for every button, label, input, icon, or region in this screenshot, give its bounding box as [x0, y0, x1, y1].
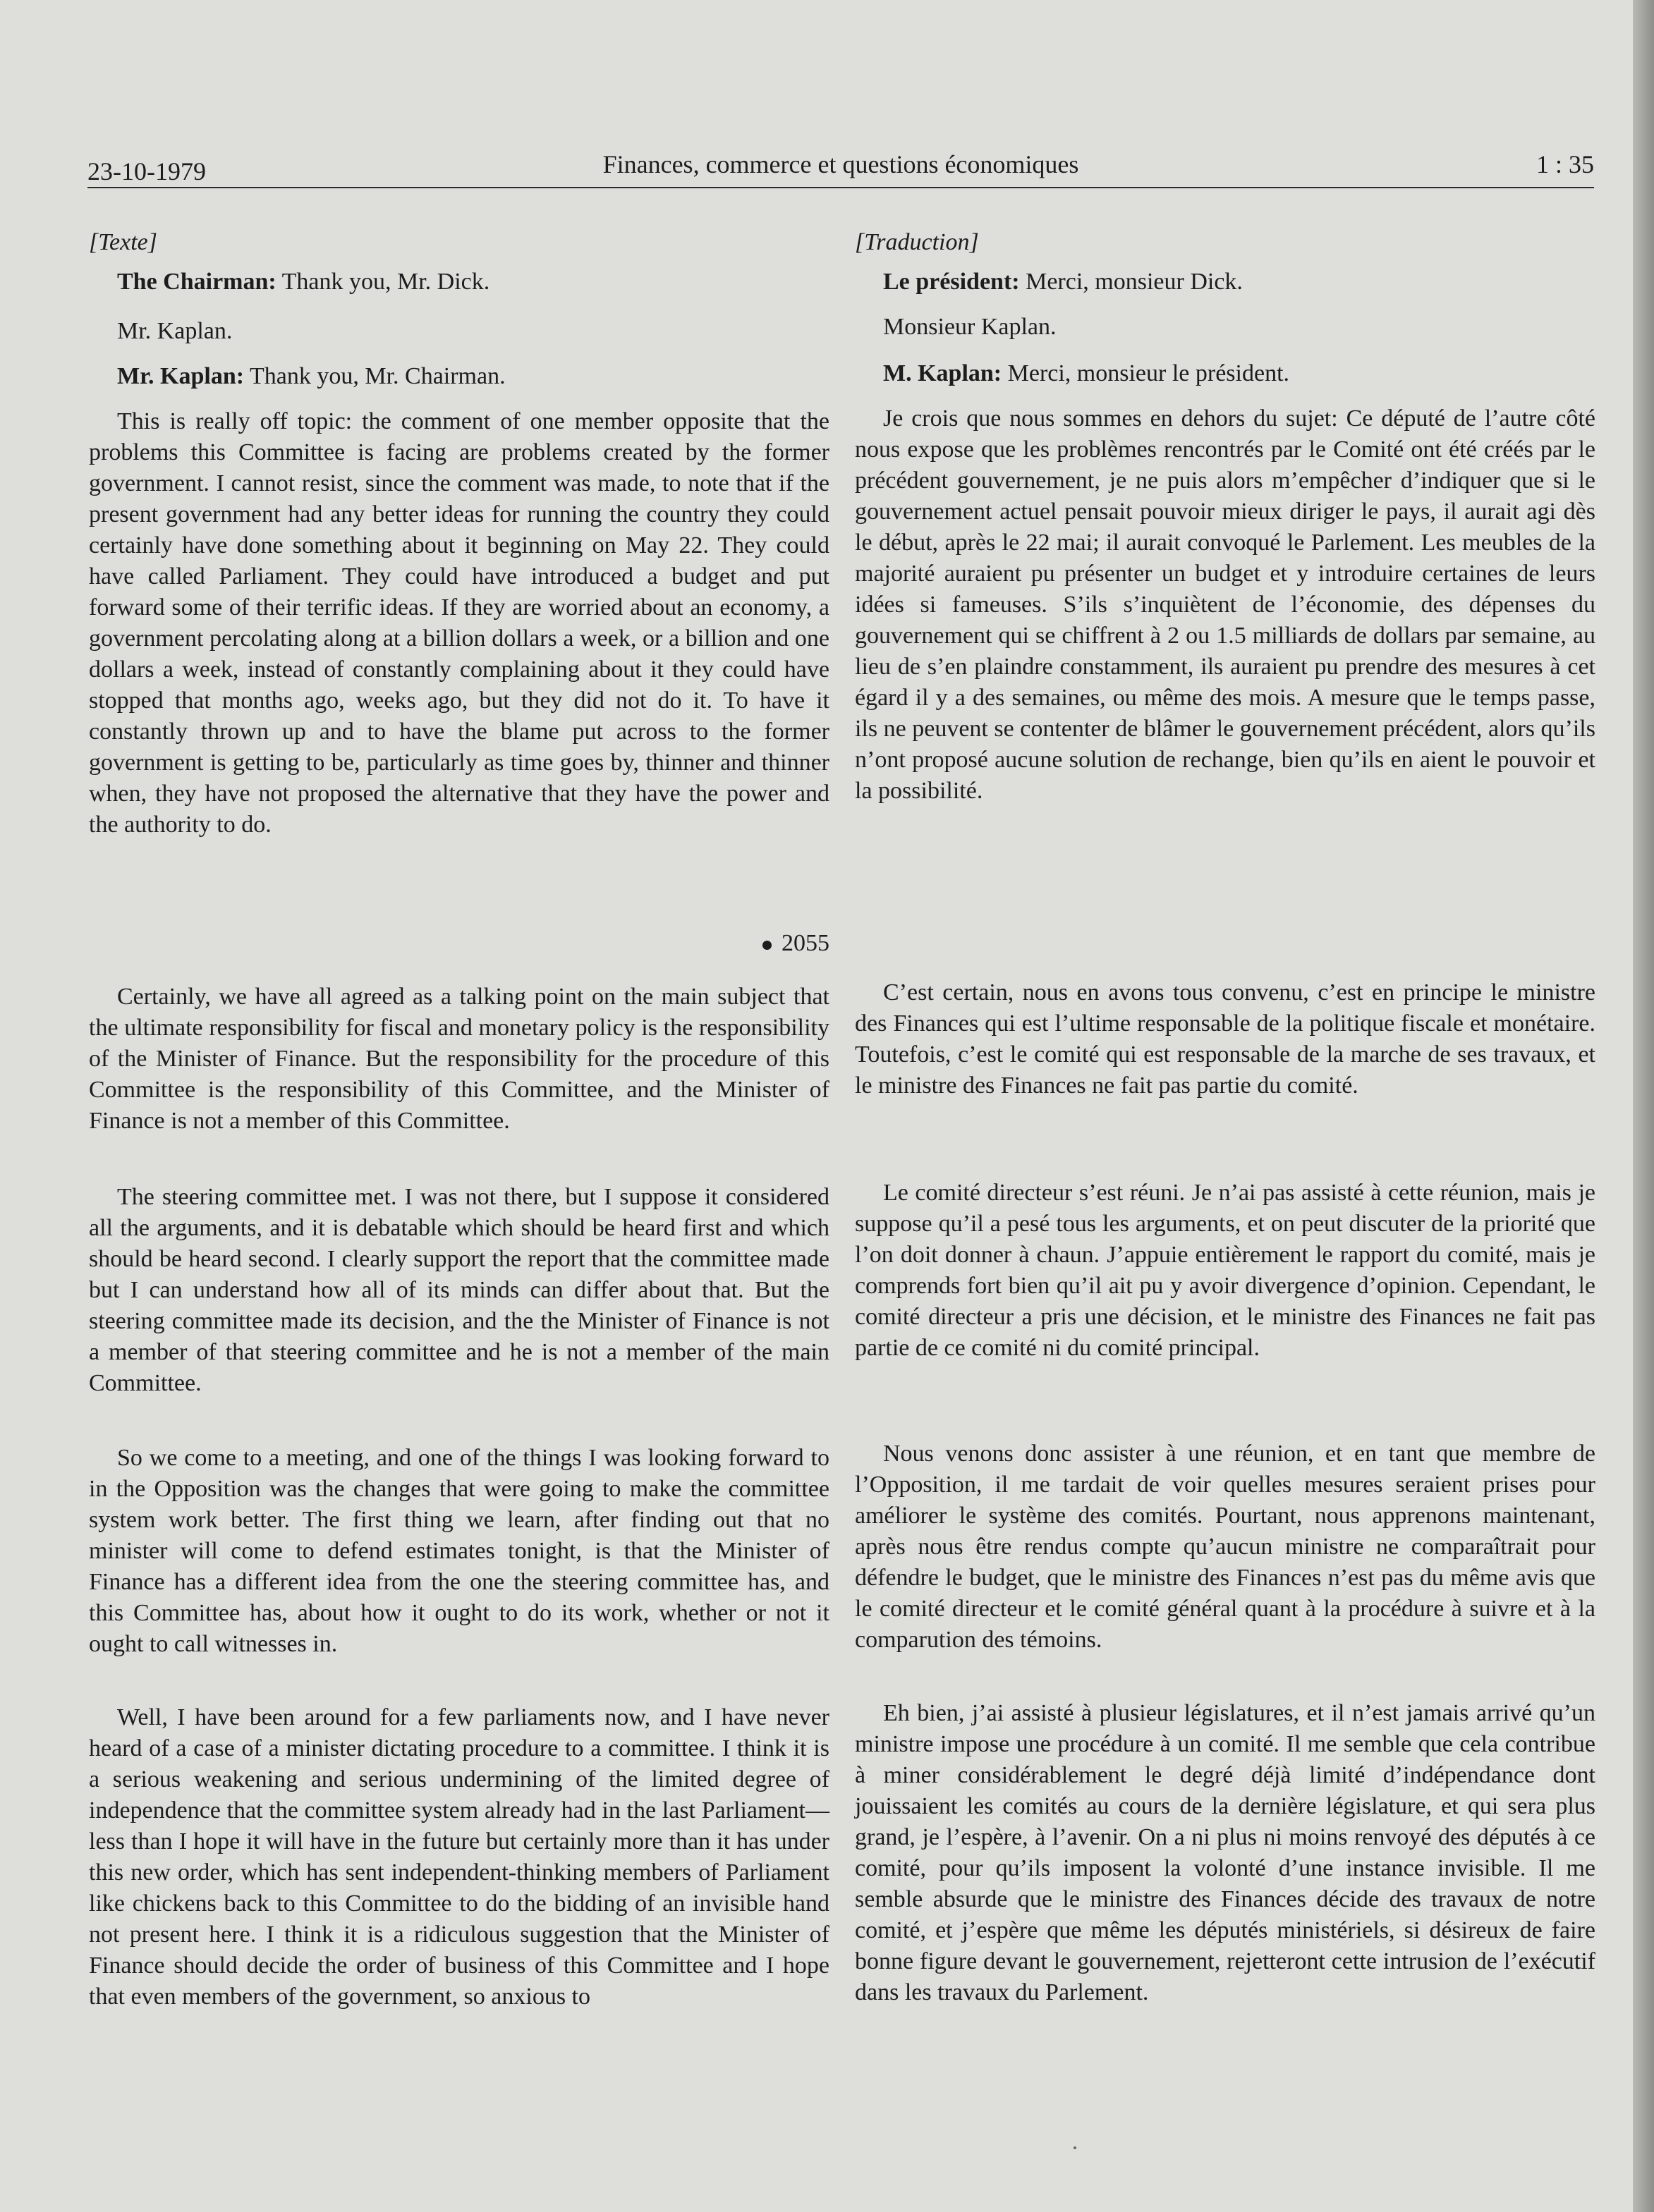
- running-header: [87, 149, 1594, 192]
- paragraph: Monsieur Kaplan.: [883, 314, 1057, 340]
- speaker-name: Le président:: [883, 269, 1020, 295]
- speech-text: Merci, monsieur Dick.: [1019, 269, 1243, 295]
- section-tag-english: [Texte]: [89, 229, 157, 255]
- speaker-turn: [855, 267, 1595, 298]
- paragraph: The steering committee met. I was not there, but I suppose it considered all the arguments, and it is debatable which should be heard first and which should be heard second. I clearly support the report that the committee made but I can understand how all of its minds can differ about that. But the steering committee made its decision, and the the Minister of Finance is not a member of that steering committee and he is not a member of the main Committee.: [89, 1184, 829, 1396]
- paragraph: Certainly, we have all agreed as a talking point on the main subject that the ultimate responsibility for fiscal and monetary policy is the responsibility of the Minister of Finance. But the responsibility for the procedure of this Committee is the responsibility of this Committee, and the Minister of Finance is not a member of this Committee.: [89, 984, 829, 1134]
- paragraph: Le comité directeur s’est réuni. Je n’ai pas assisté à cette réunion, mais je suppose qu’il a pesé tous les arguments, et on peut discuter de la priorité que l’on doit donner à chaun. J’appuie entièrement le rapport du comité, mais je comprends fort bien qu’il ait pu y avoir divergence d’opinion. Cependant, le comité directeur a pris une décision, et le ministre des Finances ne fait pas partie de ce comité ni du comité principal.: [855, 1180, 1595, 1361]
- paragraph: This is really off topic: the comment of one member opposite that the problems this Committee is facing are problems created by the former government. I cannot resist, since the comment was made, to note that if the present government had any better ideas for running the country they could certainly have done something about it beginning on May 22. They could have called Parliament. They could have introduced a budget and put forward some of their terrific ideas. If they are worried about an economy, a government percolating along at a billion dollars a week, or a billion and one dollars a week, instead of constantly complaining about it they could have stopped that months ago, weeks ago, but they did not do it. To have it constantly thrown up and to have the blame put across to the former government is getting to be, particularly as time goes by, thinner and thinner when, they have not proposed the alternative that they have the power and the authority to do.: [89, 408, 829, 838]
- speech-text: Thank you, Mr. Dick.: [276, 269, 490, 295]
- section-tag-french: [Traduction]: [855, 229, 979, 255]
- speaker-name: M. Kaplan:: [883, 360, 1002, 386]
- paragraph: Eh bien, j’ai assisté à plusieur législatures, et il n’est jamais arrivé qu’un ministre impose une procédure à un comité. Il me semble que cela contribue à miner considérablement le degré déjà limité d’indépendance dont jouissaient les comités au cours de la dernière législature, et qui sera plus grand, je l’espère, à l’avenir. On a ni plus ni moins renvoyé des députés à ce comité, pour qu’ils imposent la volonté d’une instance invisible. Il me semble absurde que le ministre des Finances décide des travaux de notre comité, et j’espère que même les députés ministériels, si désireux de faire bonne figure devant le gouvernement, rejetteront cette intrusion de l’exécutif dans les travaux du Parlement.: [855, 1700, 1595, 2005]
- speaker-turn: [89, 361, 829, 392]
- page-edge-shadow: [1633, 0, 1654, 2212]
- print-speck: [1074, 2146, 1076, 2149]
- paragraph: Well, I have been around for a few parliaments now, and I have never heard of a case of a minister dictating procedure to a committee. I think it is a serious weakening and serious undermining of the limited degree of independence that the committee system already had in the last Parliament—less than I hope it will have in the future but certainly more than it has under this new order, which has sent independent-thinking members of Parliament like chickens back to this Committee to do the bidding of an invisible hand not present here. I think it is a ridiculous suggestion that the Minister of Finance should decide the order of business of this Committee and I hope that even members of the government, so anxious to: [89, 1704, 829, 2010]
- time-marker-value: 2055: [782, 930, 829, 956]
- header-page-number: 1 : 35: [1536, 150, 1594, 178]
- time-marker: [89, 928, 829, 959]
- paragraph: So we come to a meeting, and one of the things I was looking forward to in the Opposition was the changes that were going to make the committee system work better. The first thing we learn, after finding out that no minister will come to defend estimates tonight, is that the Minister of Finance has a different idea from the one the steering committee has, and this Committee has, about how it ought to do its work, whether or not it ought to call witnesses in.: [89, 1445, 829, 1657]
- speaker-turn: [855, 358, 1595, 389]
- paragraph: C’est certain, nous en avons tous convenu, c’est en principe le ministre des Finances qui est l’ultime responsable de la politique fiscale et monétaire. Toutefois, c’est le comité qui est responsable de la marche de ses travaux, et le ministre des Finances ne fait pas partie du comité.: [855, 979, 1595, 1099]
- bullet-icon: [762, 941, 772, 950]
- paragraph: Nous venons donc assister à une réunion, et en tant que membre de l’Opposition, il me tardait de voir quelles mesures seraient prises pour améliorer le système des comités. Pourtant, nous apprenons maintenant, après nous être rendus compte qu’aucun ministre ne comparaîtrait pour défendre le budget, que le ministre des Finances n’est pas du même avis que le comité directeur et le comité général quant à la procédure à suivre et à la comparution des témoins.: [855, 1441, 1595, 1653]
- paragraph: Mr. Kaplan.: [117, 318, 233, 344]
- header-title: Finances, commerce et questions économiques: [602, 150, 1079, 178]
- paragraph: Je crois que nous sommes en dehors du sujet: Ce député de l’autre côté nous expose que les problèmes rencontrés par le Comité ont été créés par le précédent gouvernement, je ne puis alors m’empêcher d’indiquer que si le gouvernement actuel pensait pouvoir mieux diriger le pays, il aurait agi dès le début, après le 22 mai; il aurait convoqué le Parlement. Les meubles de la majorité auraient pu présenter un budget et y introduire certaines de leurs idées si fameuses. S’ils s’inquiètent de l’économie, des dépenses du gouvernement qui se chiffrent à 2 ou 1.5 milliards de dollars par semaine, au lieu de s’en plaindre constamment, ils auraient pu prendre des mesures à cet égard il y a des semaines, ou même des mois. A mesure que le temps passe, ils ne peuvent se contenter de blâmer le gouvernement précédent, alors qu’ils n’ont proposé aucune solution de rechange, bien qu’ils en aient le pouvoir et la possibilité.: [855, 405, 1595, 804]
- header-date: 23-10-1979: [87, 157, 206, 185]
- speaker-turn: [89, 267, 829, 298]
- speech-text: Merci, monsieur le président.: [1002, 360, 1290, 386]
- speaker-name: The Chairman:: [117, 269, 276, 295]
- speaker-name: Mr. Kaplan:: [117, 363, 245, 389]
- header-rule: [87, 187, 1594, 188]
- speech-text: Thank you, Mr. Chairman.: [244, 363, 506, 389]
